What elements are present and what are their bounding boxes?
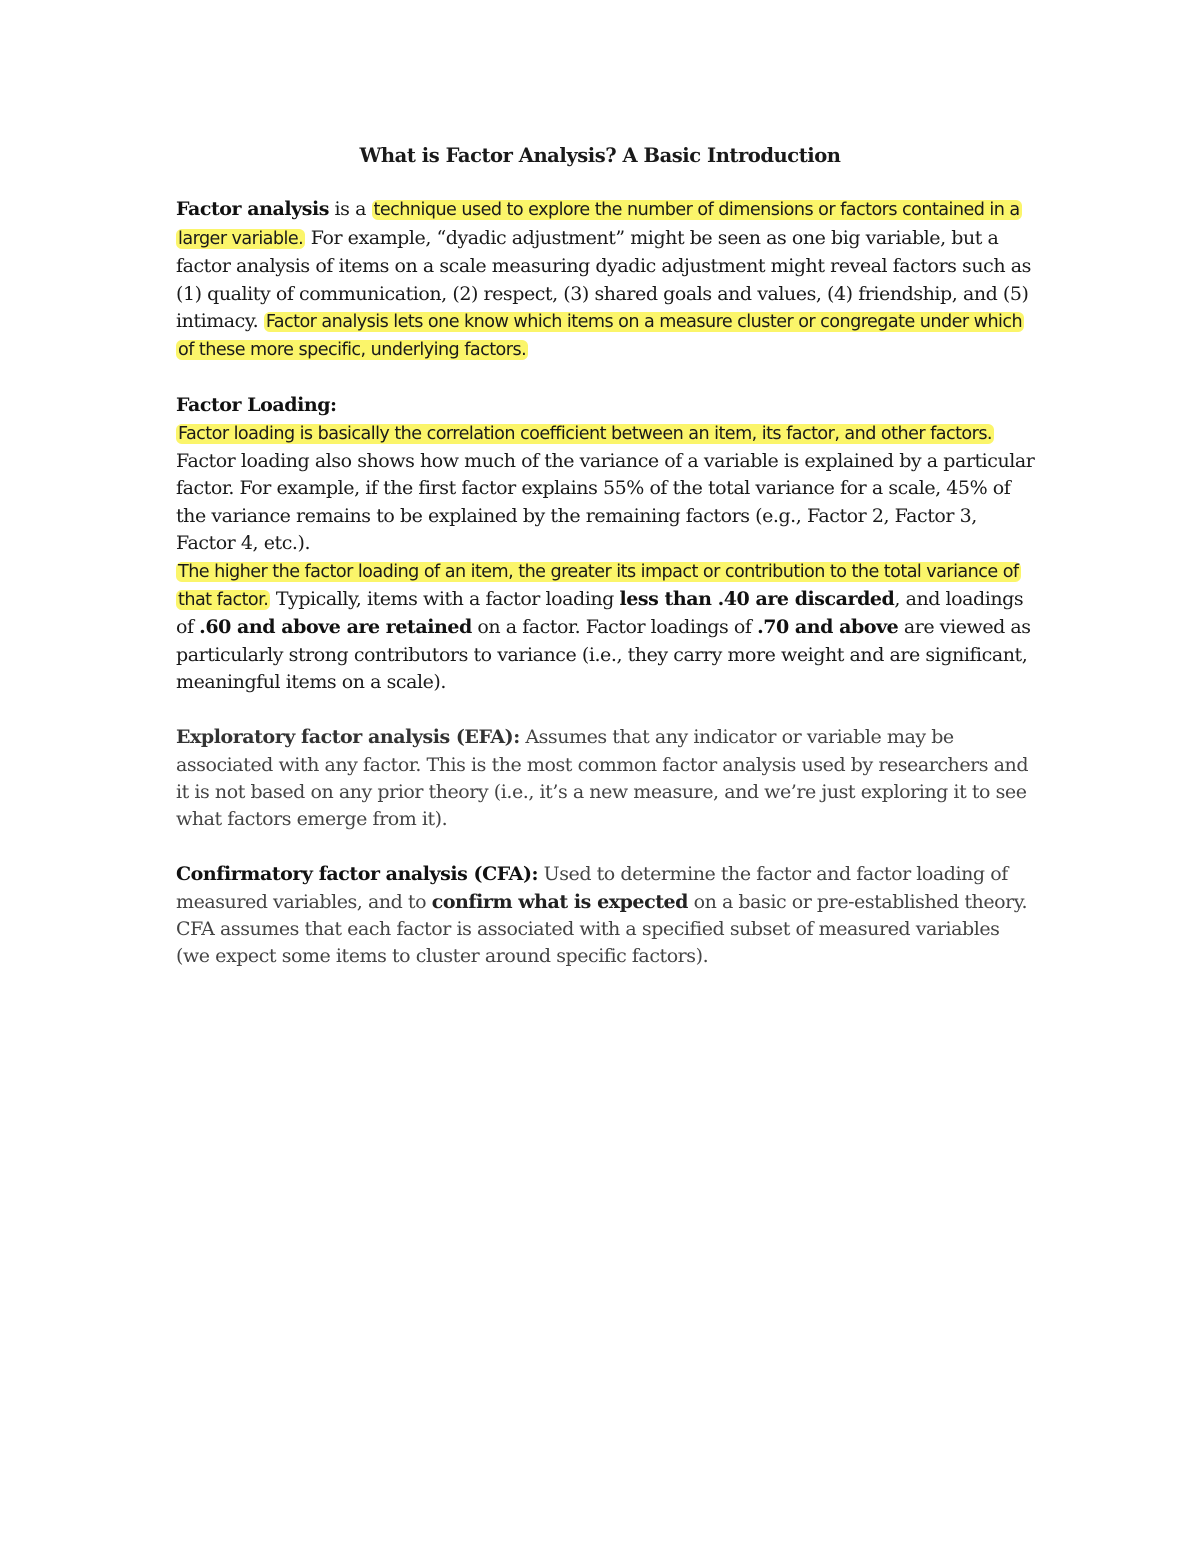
document-title: What is Factor Analysis? A Basic Introduction [359, 144, 841, 167]
intro-text-2: For example, “dyadic adjustment” might be seen as one big variable, but a factor analysis of items on a scale measuring dyadic adjustment might reveal factors such as (1) quality of communication, (2) respect, (3) shared goals and values, (4) friendship, and (5) intimacy. [176, 226, 1031, 333]
efa-text: Assumes that any indicator or variable may be associated with any factor. This is the most common factor analysis used by researchers and it is not based on any prior theory (i.e., it’s a new measure, and we’re just exploring it to see what factors emerge from it). [176, 726, 1029, 831]
intro-text-1: is a [328, 198, 372, 221]
efa-paragraph [176, 724, 1036, 834]
loading-bold-1: less than .40 are discarded [619, 588, 895, 611]
loading-highlight-1: Factor loading is basically the correlation coefficient between an item, its factor, and other factors. [178, 423, 992, 444]
factor-loading-paragraph-1 [176, 420, 1036, 558]
cfa-text-2: on a basic or pre-established theory. CFA assumes that each factor is associated with a specified subset of measured variables (we expect some items to cluster around specific factors). [176, 890, 1028, 968]
factor-loading-heading [176, 392, 1036, 419]
loading-text-1: Factor loading also shows how much of the variance of a variable is explained by a particular factor. For example, if the first factor explains 55% of the total variance for a scale, 45% of the variance remains to be explained by the remaining factors (e.g., Factor 2, Factor 3, Factor 4, etc.). [176, 450, 1035, 555]
loading-text-3: , and loadings of [176, 588, 1024, 639]
document-body [176, 142, 1036, 971]
cfa-bold-1: confirm what is expected [431, 890, 688, 913]
loading-text-5: are viewed as particularly strong contributors to variance (i.e., they carry more weight and are significant, meaningful items on a scale). [176, 616, 1031, 694]
cfa-paragraph [176, 861, 1036, 971]
intro-highlight-1: technique used to explore the number of dimensions or factors contained in a larger variable. [178, 200, 1020, 249]
loading-text-2: Typically, items with a factor loading [270, 588, 620, 611]
factor-loading-paragraph-2 [176, 558, 1036, 697]
intro-highlight-2: Factor analysis lets one know which items on a measure cluster or congregate under which of these more specific, underlying factors. [178, 312, 1023, 361]
cfa-text-1: Used to determine the factor and factor loading of measured variables, and to [176, 863, 1008, 913]
loading-highlight-2: The higher the factor loading of an item, the greater its impact or contribution to the total variance of that factor. [178, 561, 1019, 611]
loading-bold-3: .70 and above [757, 616, 899, 639]
factor-loading-heading-text: Factor Loading: [176, 394, 337, 417]
cfa-term: Confirmatory factor analysis (CFA): [176, 863, 539, 886]
loading-bold-2: .60 and above are retained [199, 616, 472, 639]
intro-term: Factor analysis [176, 198, 329, 221]
loading-text-4: on a factor. Factor loadings of [471, 616, 758, 639]
efa-term: Exploratory factor analysis (EFA): [176, 726, 520, 749]
intro-paragraph [176, 196, 1036, 364]
